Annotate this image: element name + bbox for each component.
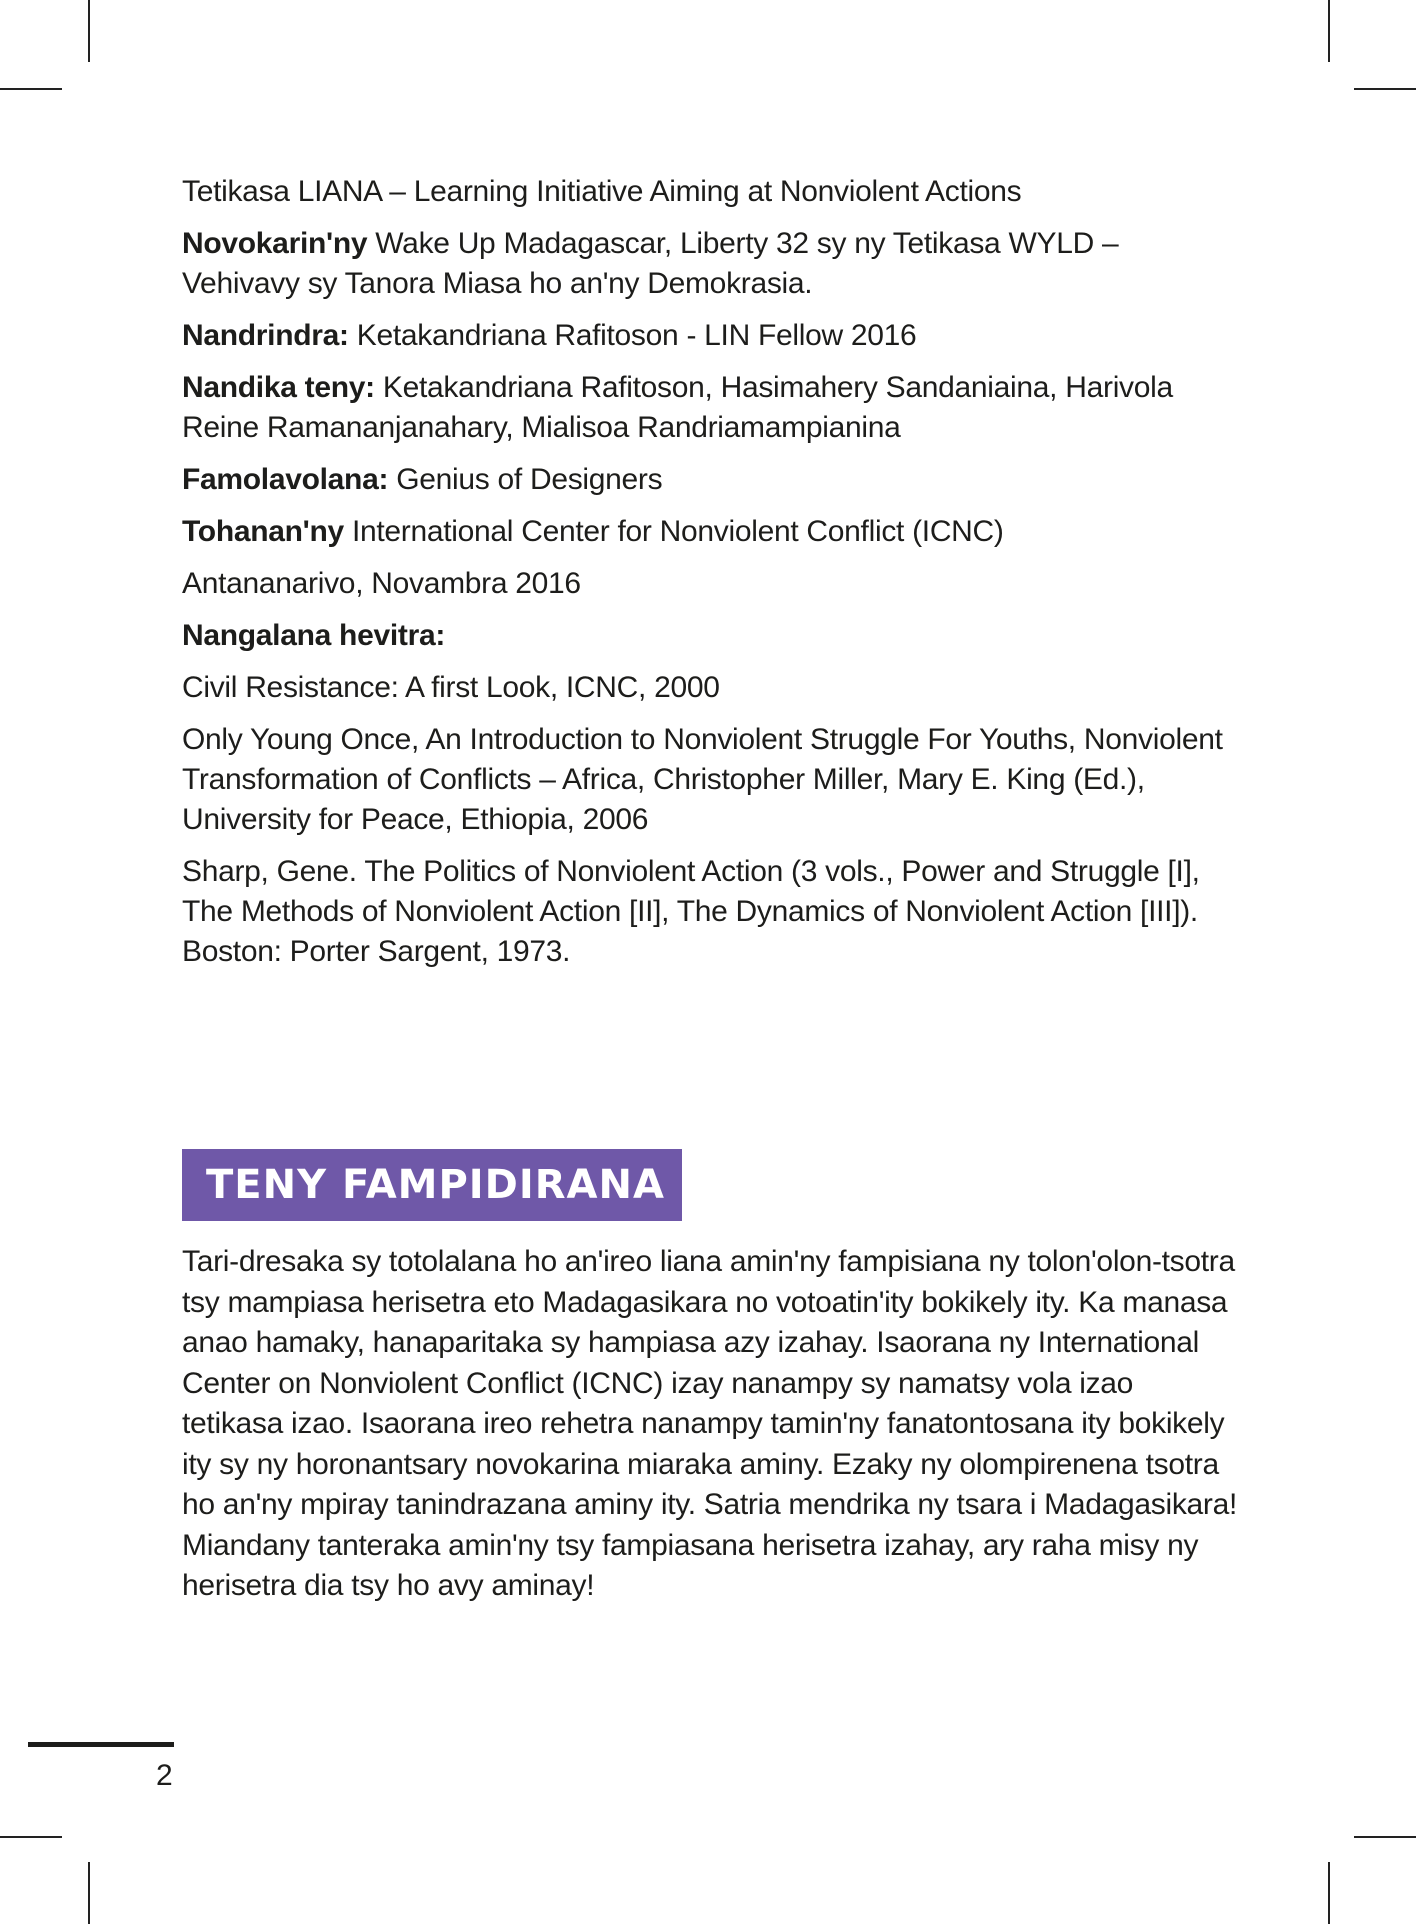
- section-body: Tari-dresaka sy totolalana ho an'ireo liana amin'ny fampisiana ny tolon'olon-tsotra tsy mampiasa herisetra eto Madagasikara no votoatin'ity bokikely ity. Ka manasa anao hamaky, hanaparitaka sy hampiasa azy izahay. Isaorana ny International Center on Nonviolent Conflict (ICNC) izay nanampy sy namatsy vola izao tetikasa izao. Isaorana ireo rehetra nanampy tamin'ny fanatontosana ity bokikely ity sy ny horonantsary novokarina miaraka aminy. Ezaky ny olompirenena tsotra ho an'ny mpiray tanindrazana aminy ity. Satria mendrika ny tsara i Madagasikara! Miandany tanteraka amin'ny tsy fampiasana herisetra izahay, ary raha misy ny herisetra dia tsy ho avy aminay!: [182, 1245, 1238, 1602]
- credits-block: [182, 172, 1242, 984]
- project-line: Tetikasa LIANA – Learning Initiative Aiming at Nonviolent Actions: [182, 175, 1022, 208]
- layout-line: [182, 460, 1242, 500]
- source-item: Sharp, Gene. The Politics of Nonviolent Action (3 vols., Power and Struggle [I], The Methods of Nonviolent Action [II], The Dynamics of Nonviolent Action [III]). Boston: Porter Sargent, 1973.: [182, 855, 1200, 968]
- crop-mark-top-left-horizontal: [0, 88, 62, 90]
- source-item: Civil Resistance: A first Look, ICNC, 2000: [182, 671, 720, 704]
- source-item: Only Young Once, An Introduction to Nonviolent Struggle For Youths, Nonviolent Transformation of Conflicts – Africa, Christopher Miller, Mary E. King (Ed.), University for Peace, Ethiopia, 2006: [182, 723, 1223, 836]
- supported-by-label: Tohanan'ny: [182, 515, 344, 548]
- crop-mark-top-right-horizontal: [1354, 88, 1416, 90]
- translators-label: Nandika teny:: [182, 371, 375, 404]
- translators-line: [182, 368, 1242, 448]
- organizers-line: [182, 224, 1242, 304]
- supported-by-line: [182, 512, 1242, 552]
- supported-by-value: International Center for Nonviolent Conflict (ICNC): [343, 515, 1004, 548]
- translators-value: Ketakandriana Rafitoson, Hasimahery Sandaniaina, Harivola Reine Ramananjanahary, Mialisoa Randriamampianina: [182, 371, 1173, 444]
- sources-label-line: [182, 616, 1242, 656]
- crop-mark-top-left-vertical: [88, 0, 90, 62]
- crop-mark-top-right-vertical: [1328, 0, 1330, 62]
- page-number-rule: [28, 1742, 174, 1747]
- crop-mark-bottom-right-vertical: [1328, 1862, 1330, 1924]
- crop-mark-bottom-right-horizontal: [1354, 1836, 1416, 1838]
- organizers-label: Novokarin'ny: [182, 227, 368, 260]
- section-title: TENY FAMPIDIRANA: [206, 1162, 665, 1208]
- crop-mark-bottom-left-vertical: [88, 1862, 90, 1924]
- adapted-by-line: [182, 316, 1242, 356]
- crop-mark-bottom-left-horizontal: [0, 1836, 62, 1838]
- place-date-line: Antananarivo, Novambra 2016: [182, 567, 581, 600]
- layout-value: Genius of Designers: [388, 463, 663, 496]
- adapted-by-label: Nandrindra:: [182, 319, 349, 352]
- page-number: 2: [156, 1759, 173, 1792]
- section-heading: [182, 1149, 682, 1221]
- layout-label: Famolavolana:: [182, 463, 389, 496]
- adapted-by-value: Ketakandriana Rafitoson - LIN Fellow 2016: [348, 319, 917, 352]
- sources-label: Nangalana hevitra:: [182, 619, 446, 652]
- organizers-value: Wake Up Madagascar, Liberty 32 sy ny Tetikasa WYLD – Vehivavy sy Tanora Miasa ho an'ny Demokrasia.: [182, 227, 1119, 300]
